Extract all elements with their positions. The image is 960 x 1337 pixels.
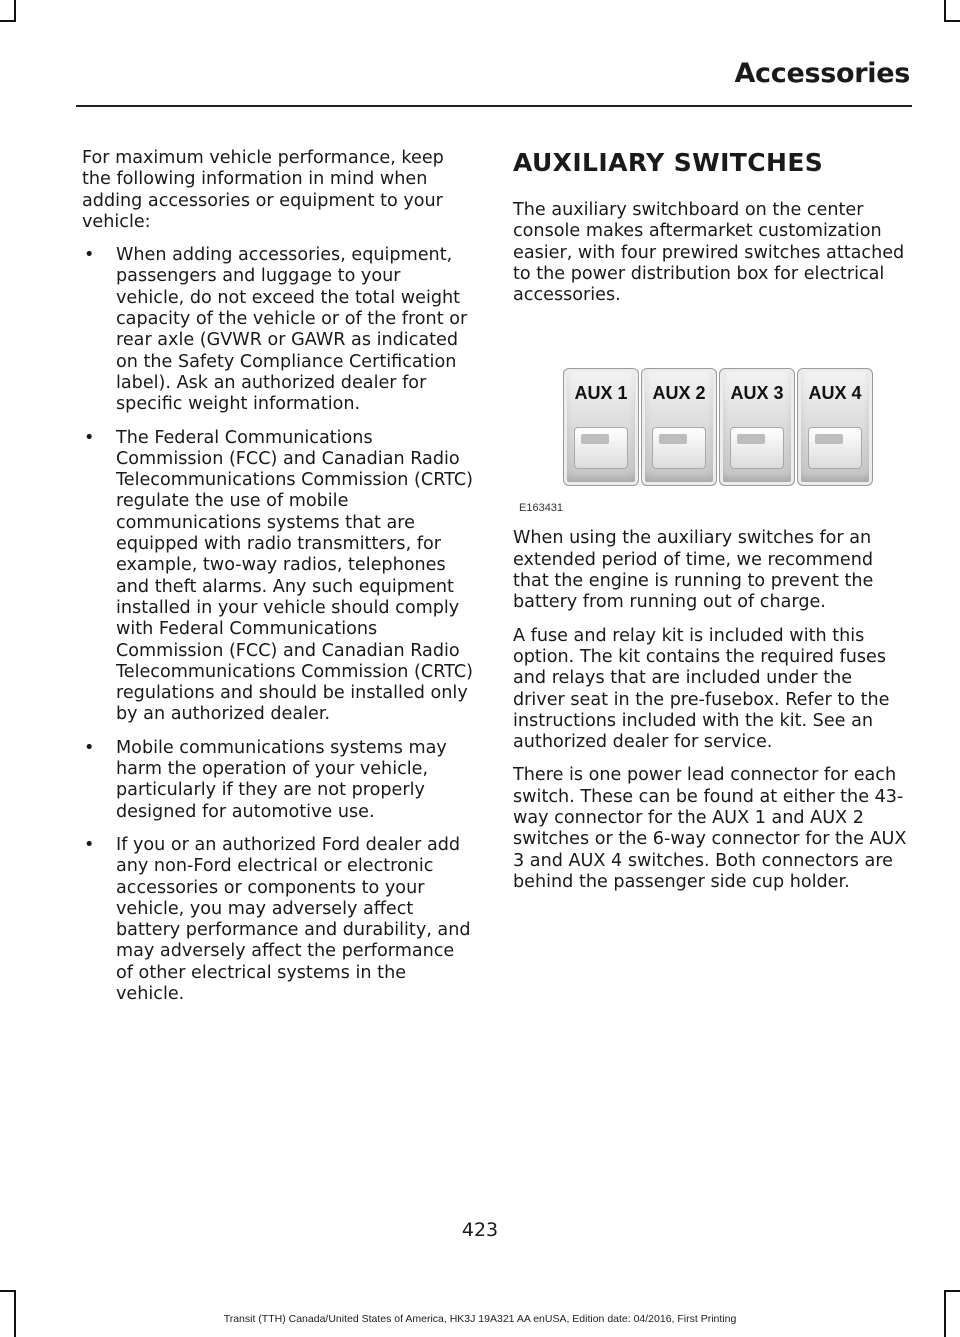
- aux-switch-label: AUX 2: [652, 383, 706, 404]
- list-item-text: The Federal Communications Commission (FCC) and Canadian Radio Telecommunications Commission (CRTC) regulate the use of mobile communications systems that are equipped with radio transmitters, for example, two-way radios, telephones and theft alarms. Any such equipment installed in your vehicle should comply with Federal Communications Commission (FCC) and Canadian Radio Telecommunications Commission (CRTC) regulations and should be installed only by an authorized dealer.: [116, 427, 474, 725]
- list-item: [82, 245, 474, 415]
- footer-text: Transit (TTH) Canada/United States of America, HK3J 19A321 AA enUSA, Edition date: 04/2016, First Printing: [223, 1313, 737, 1325]
- rocker-icon: [730, 427, 784, 469]
- aux-switch-label: AUX 3: [730, 383, 784, 404]
- crop-mark: [944, 0, 946, 22]
- crop-mark: [944, 1290, 960, 1292]
- bullet-icon: •: [84, 834, 95, 855]
- crop-mark: [14, 0, 16, 22]
- bullet-icon: •: [84, 737, 95, 758]
- crop-mark: [0, 20, 16, 22]
- rocker-icon: [808, 427, 862, 469]
- bullet-icon: •: [84, 245, 95, 266]
- list-item-text: If you or an authorized Ford dealer add any non-Ford electrical or electronic accessories or components to your vehicle, you may adversely affect battery performance and durability, and may adversely affect the performance of other electrical systems in the vehicle.: [116, 834, 471, 1004]
- list-item-text: Mobile communications systems may harm the operation of your vehicle, particularly if they are not properly designed for automotive use.: [116, 737, 447, 822]
- body-paragraph: When using the auxiliary switches for an extended period of time, we recommend that the engine is running to prevent the battery from running out of charge.: [513, 528, 874, 613]
- intro-paragraph: The auxiliary switchboard on the center console makes aftermarket customization easier, with four prewired switches attached to the power distribution box for electrical accessories.: [513, 200, 905, 306]
- page-title: Accessories: [734, 58, 910, 89]
- list-item: [82, 428, 474, 726]
- aux-switch-illustration: [513, 318, 908, 515]
- intro-paragraph: For maximum vehicle performance, keep the following information in mind when adding accessories or equipment to your vehicle:: [82, 148, 444, 232]
- aux-switch: [563, 368, 639, 486]
- aux-switch: [641, 368, 717, 486]
- list-item: [82, 738, 474, 823]
- left-column: [82, 148, 474, 1017]
- crop-mark: [0, 1290, 16, 1292]
- list-item: [82, 835, 474, 1005]
- body-paragraph: There is one power lead connector for each switch. These can be found at either the 43-way connector for the AUX 1 and AUX 2 switches or the 6-way connector for the AUX 3 and AUX 4 switches. Both connectors are behind the passenger side cup holder.: [513, 765, 907, 892]
- section-heading: AUXILIARY SWITCHES: [513, 148, 824, 177]
- figure-code: E163431: [519, 502, 564, 515]
- list-item-text: When adding accessories, equipment, passengers and luggage to your vehicle, do not exceed the total weight capacity of the vehicle or of the front or rear axle (GVWR or GAWR as indicated on the Safety Compliance Certification label). Ask an authorized dealer for specific weight information.: [116, 245, 468, 415]
- aux-switch-label: AUX 4: [808, 383, 862, 404]
- right-column: [513, 148, 908, 905]
- header-divider: [76, 105, 912, 107]
- bullet-icon: •: [84, 427, 95, 448]
- rocker-icon: [652, 427, 706, 469]
- aux-switch: [797, 368, 873, 486]
- bullet-list: [82, 245, 474, 1005]
- crop-mark: [944, 20, 960, 22]
- aux-switch: [719, 368, 795, 486]
- aux-switch-label: AUX 1: [574, 383, 628, 404]
- page-number: 423: [461, 1219, 499, 1241]
- rocker-icon: [574, 427, 628, 469]
- body-paragraph: A fuse and relay kit is included with this option. The kit contains the required fuses and relays that are included under the driver seat in the pre-fusebox. Refer to the instructions included with the kit. See an authorized dealer for service.: [513, 625, 890, 753]
